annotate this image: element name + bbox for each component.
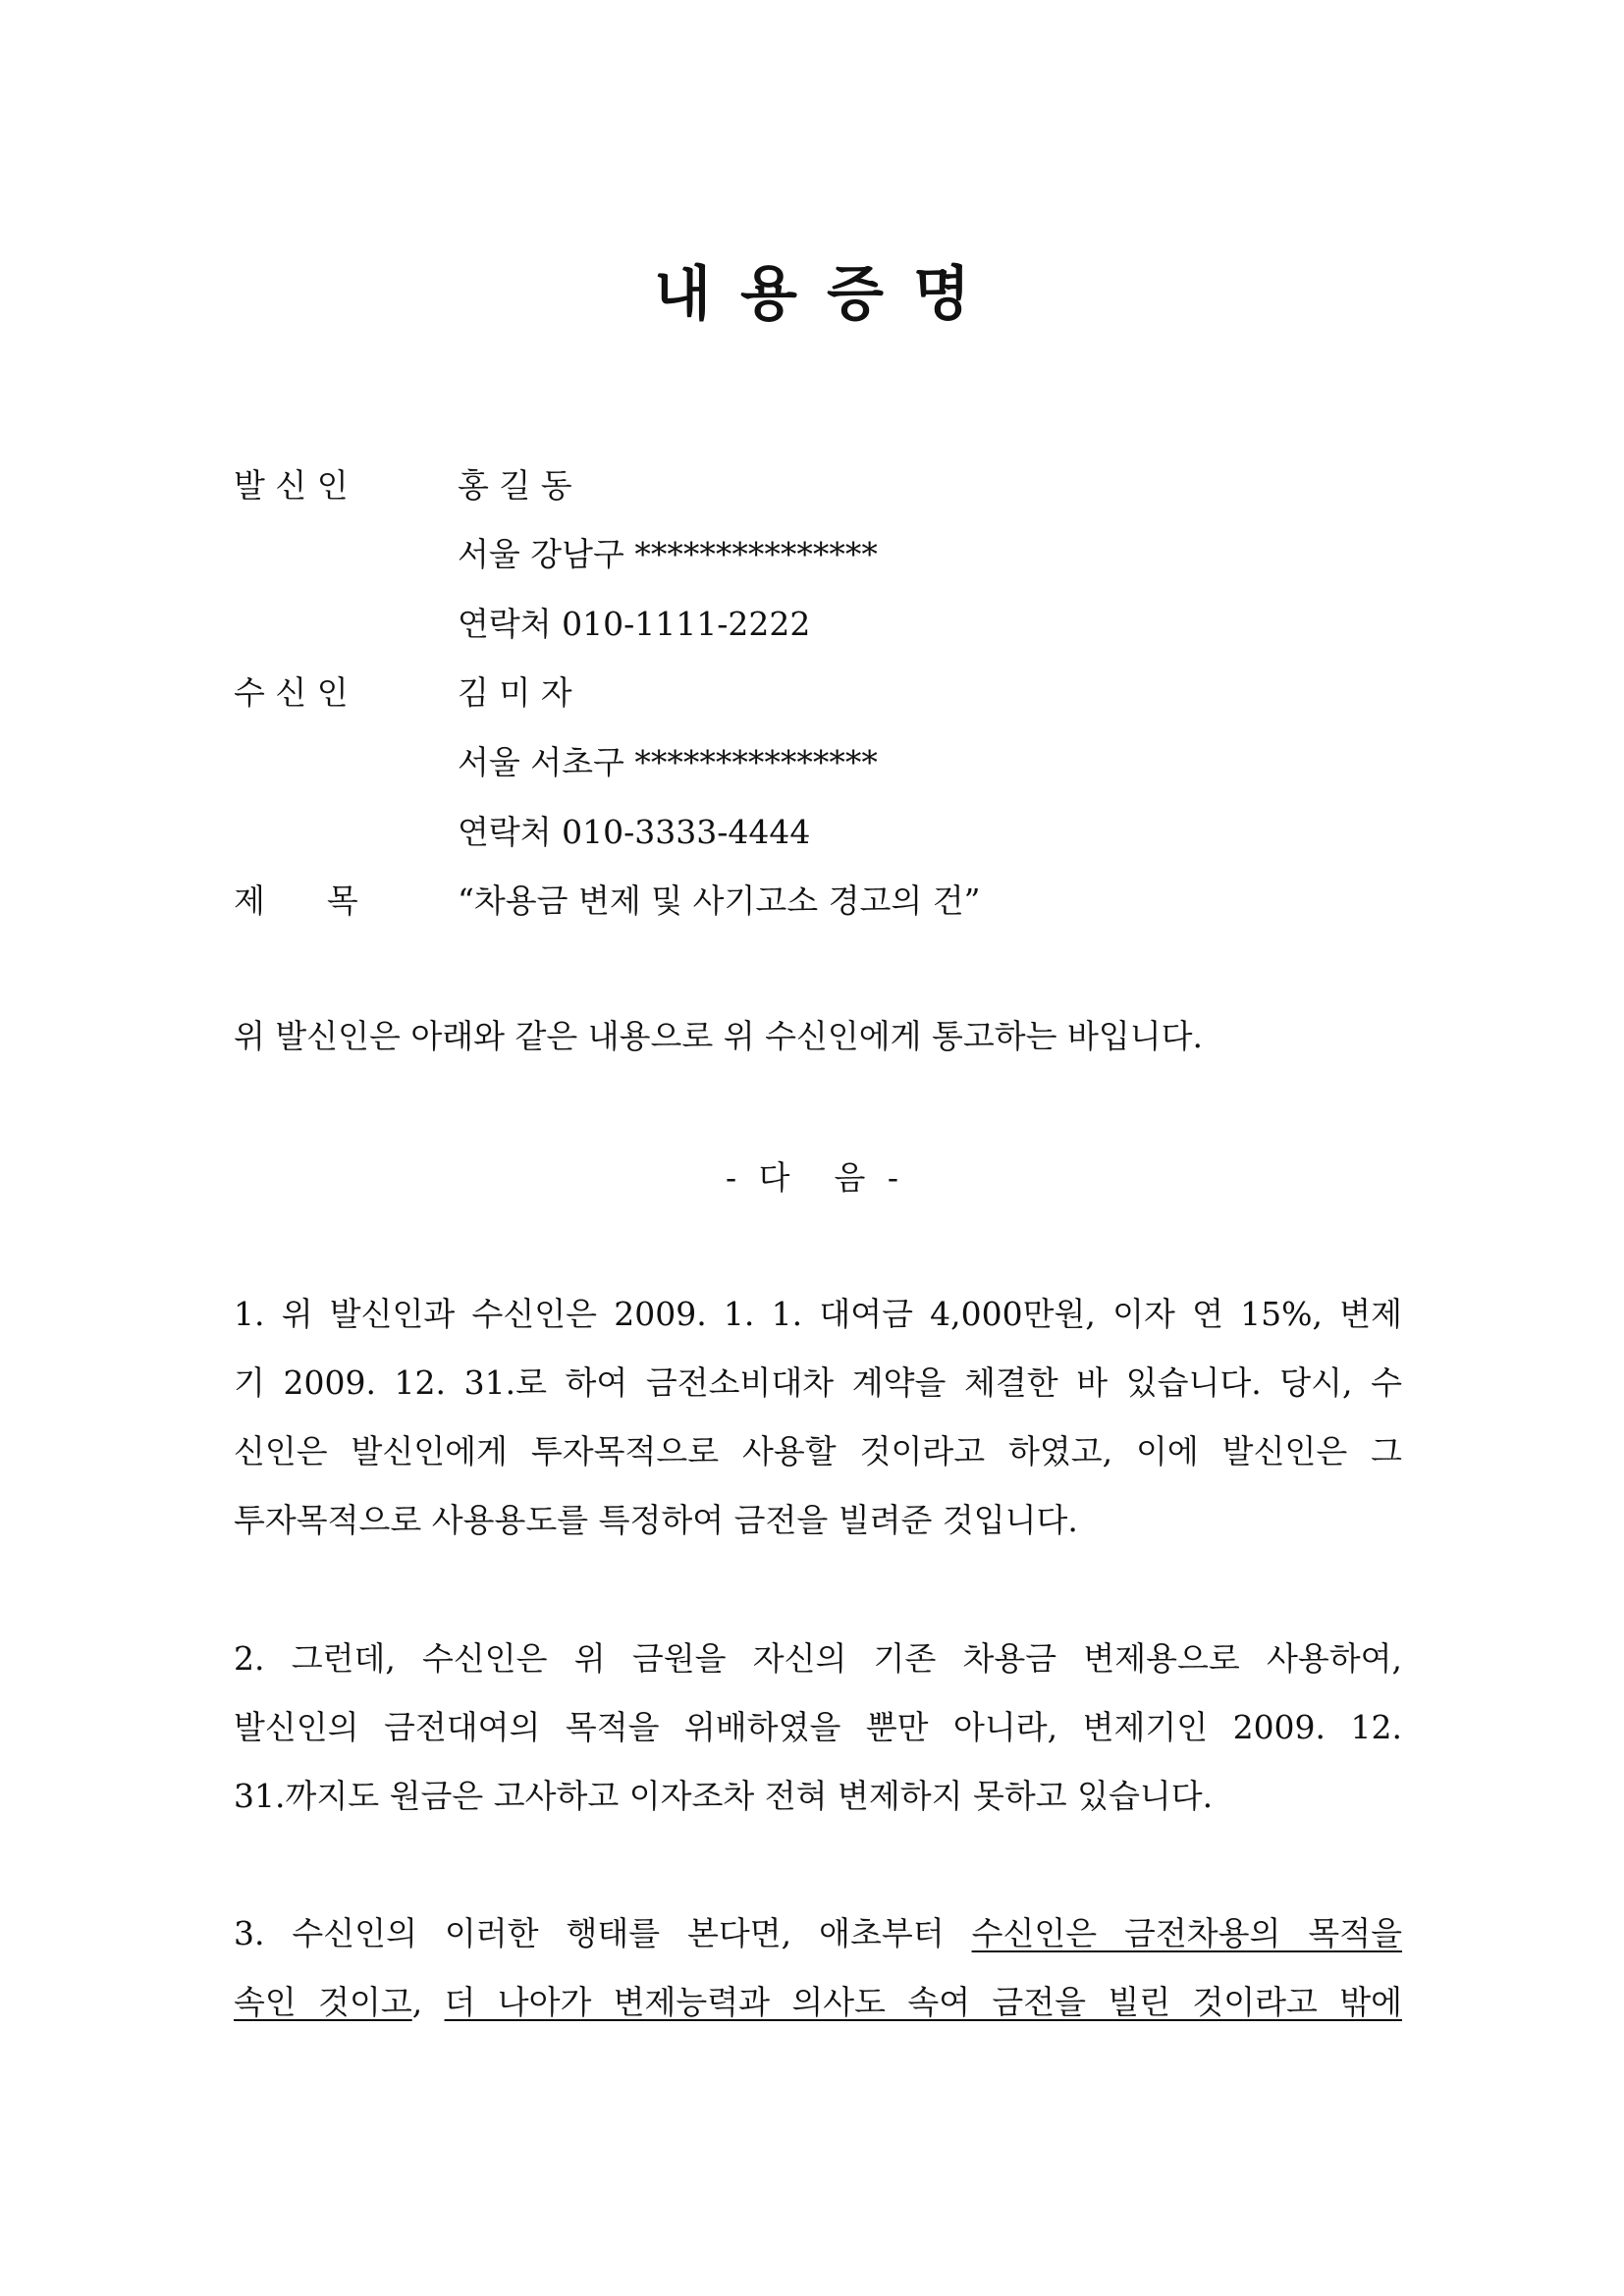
- underlined-text: 수신인은 금전차용의 목적을: [971, 1914, 1403, 1952]
- underlined-text: 더 나아가 변제능력과 의사도 속여 금전을 빌린 것이라고 밖에: [444, 1983, 1402, 2021]
- subject-label: 제 목: [234, 881, 358, 920]
- paragraph-line: 발신인의 금전대여의 목적을 위배하였을 뿐만 아니라, 변제기인 2009. 12.: [234, 1708, 1402, 1746]
- paragraph-line: 기 2009. 12. 31.로 하여 금전소비대차 계약을 체결한 바 있습니다. 당시, 수: [234, 1363, 1402, 1402]
- section-heading: - 다 음 -: [725, 1158, 899, 1197]
- sender-label: 발 신 인: [234, 466, 349, 505]
- sender-contact: 연락처 010-1111-2222: [458, 605, 811, 643]
- recipient-label: 수 신 인: [234, 673, 349, 712]
- document-title: 내용증명: [654, 260, 1000, 329]
- paragraph-text: 3. 수신인의 이러한 행태를 본다면, 애초부터: [234, 1914, 972, 1952]
- underlined-text: 속인 것이고: [234, 1983, 412, 2021]
- paragraph-line: 1. 위 발신인과 수신인은 2009. 1. 1. 대여금 4,000만원, 이자 연 15%, 변제: [234, 1295, 1402, 1333]
- paragraph-line: 31.까지도 원금은 고사하고 이자조차 전혀 변제하지 못하고 있습니다.: [234, 1777, 1214, 1815]
- recipient-contact: 연락처 010-3333-4444: [458, 813, 811, 851]
- paragraph-3: [234, 1914, 1402, 2052]
- paragraph-line: [234, 1914, 1402, 1983]
- recipient-name: 김 미 자: [458, 673, 572, 712]
- sender-name: 홍 길 동: [458, 466, 572, 505]
- paragraph-line: [234, 1983, 1402, 2052]
- paragraph-2: [234, 1639, 1402, 1845]
- subject-row: [234, 881, 1412, 921]
- paragraph-line: 신인은 발신인에게 투자목적으로 사용할 것이라고 하였고, 이에 발신인은 그: [234, 1432, 1402, 1470]
- recipient-address: 서울 서초구 ***************: [458, 743, 878, 781]
- paragraph-text: ,: [411, 1983, 445, 2021]
- recipient-row: [234, 673, 1412, 713]
- paragraph-1: [234, 1295, 1402, 1570]
- sender-address: 서울 강남구 ***************: [458, 535, 878, 573]
- paragraph-line: 투자목적으로 사용용도를 특정하여 금전을 빌려준 것입니다.: [234, 1501, 1078, 1539]
- intro-sentence: 위 발신인은 아래와 같은 내용으로 위 수신인에게 통고하는 바입니다.: [234, 1017, 1203, 1055]
- subject-text: “차용금 변제 및 사기고소 경고의 건”: [458, 881, 981, 920]
- sender-row: [234, 466, 1412, 506]
- paragraph-line: 2. 그런데, 수신인은 위 금원을 자신의 기존 차용금 변제용으로 사용하여,: [234, 1639, 1402, 1678]
